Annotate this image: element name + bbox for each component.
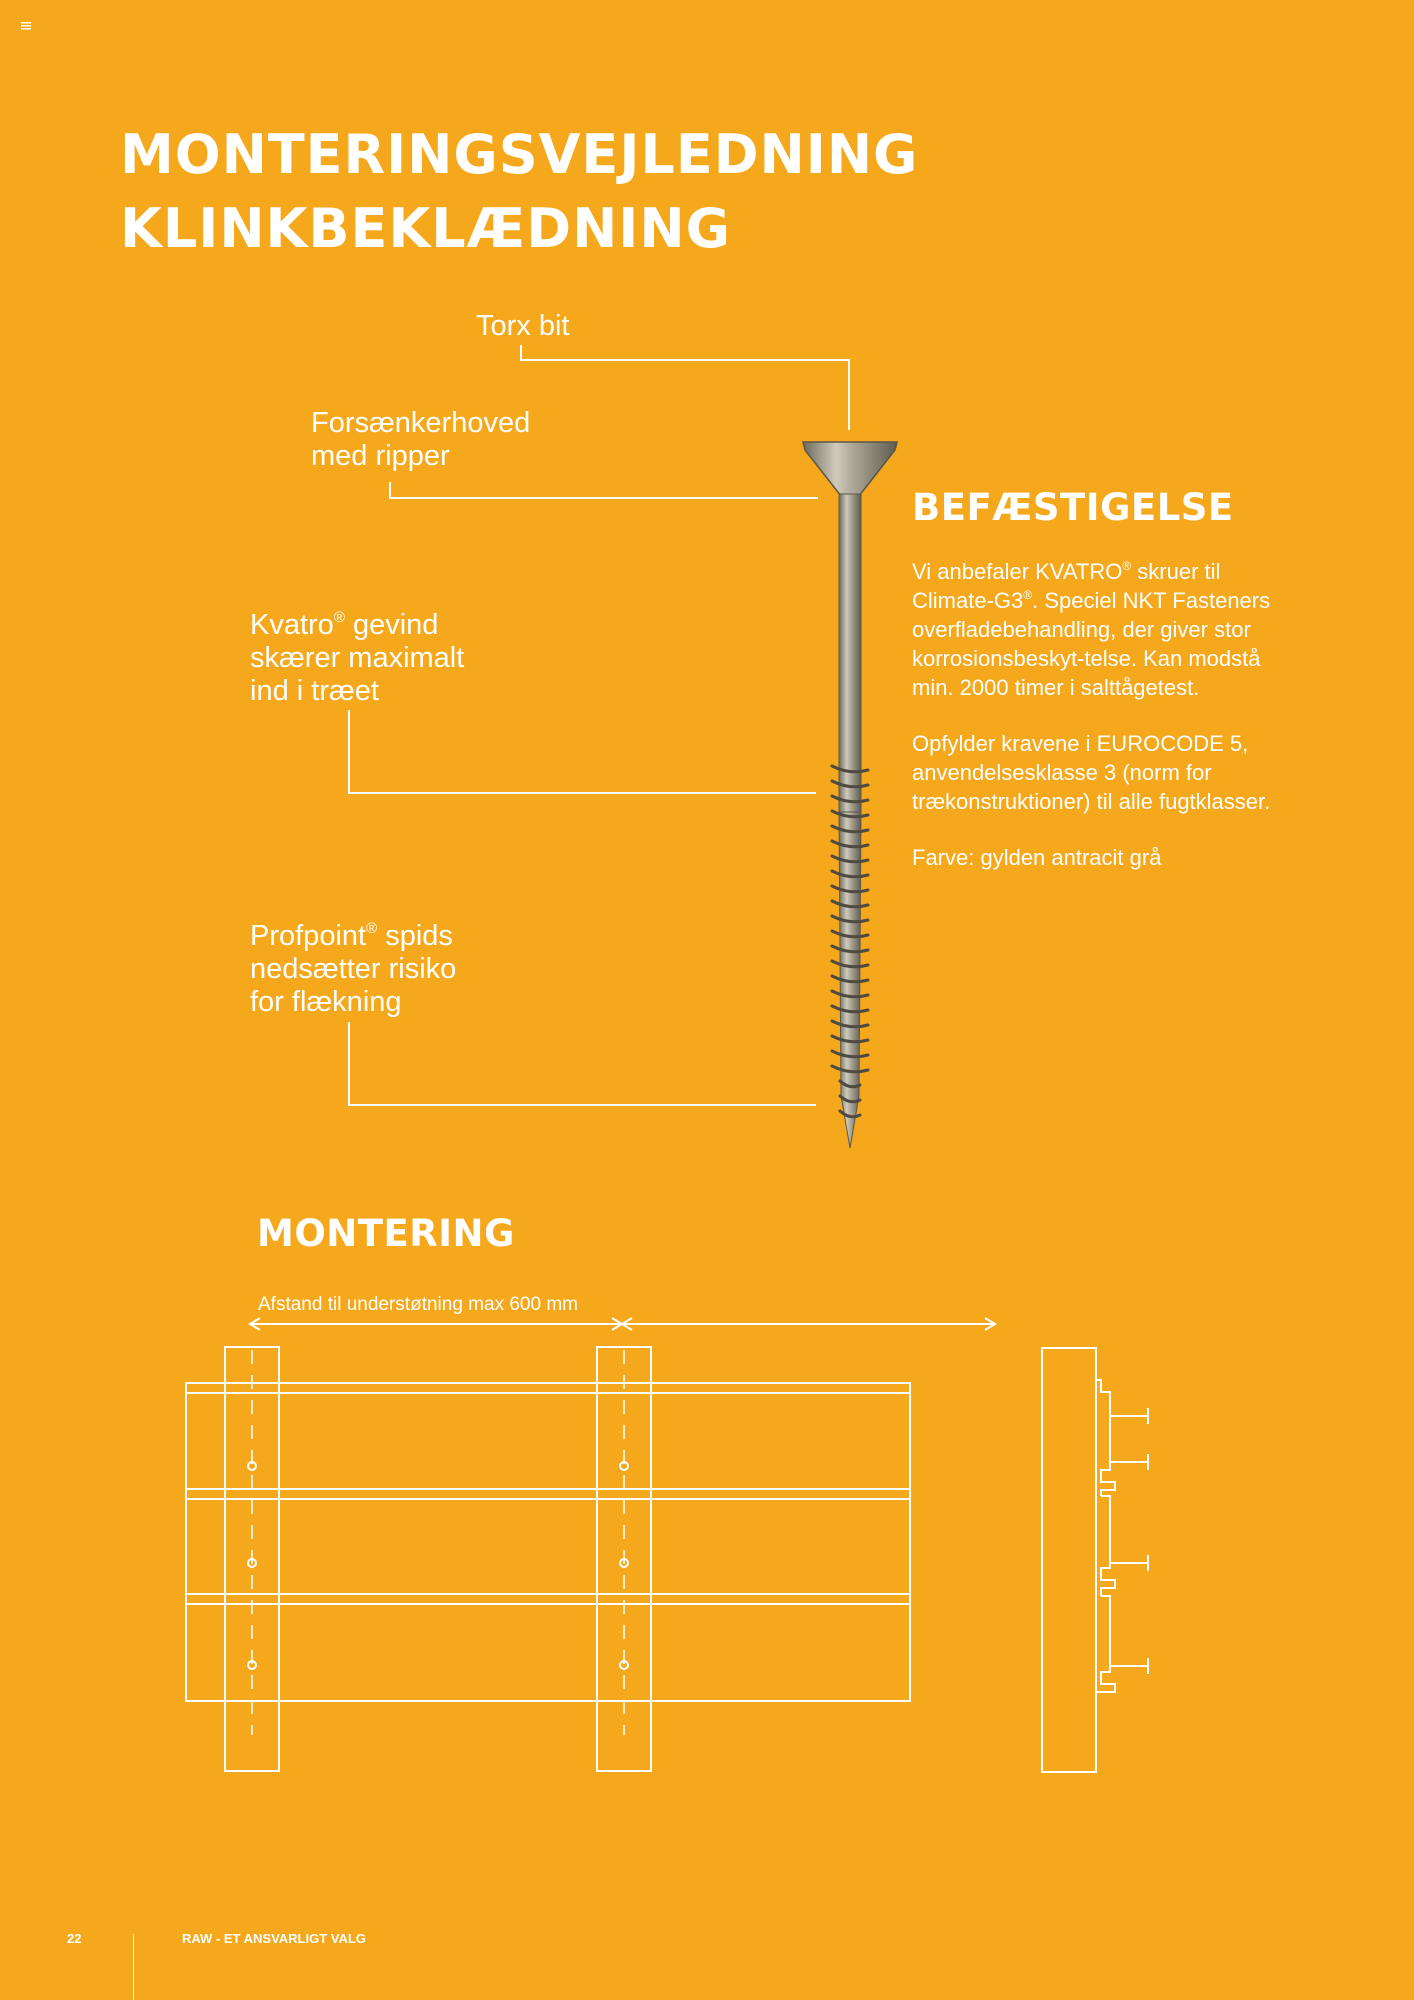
profpoint-line-2: nedsætter risiko (250, 953, 457, 985)
label-profpoint-tip (250, 920, 456, 1019)
kvatro-line-1-rest: gevind (344, 609, 439, 641)
befaestigelse-paragraph-2: Opfylder kravene i EUROCODE 5, anvendelsesklasse 3 (norm for trækonstruktioner) til alle fugtklasser. (912, 731, 1271, 814)
p1-registered-2: ® (1023, 588, 1033, 602)
kvatro-line-2: skærer maximalt (250, 642, 465, 674)
kvatro-line-3: ind i træet (250, 675, 379, 707)
p1-part-a: Vi anbefaler KVATRO (912, 559, 1123, 584)
p1-part-b: skruer til Climate-G3 (912, 559, 1221, 613)
kvatro-registered: ® (333, 609, 345, 626)
label-torx-bit: Torx bit (476, 310, 570, 342)
befaestigelse-heading: BEFÆSTIGELSE (912, 486, 1234, 529)
befaestigelse-body (912, 557, 1302, 872)
profpoint-line-3: for flækning (250, 986, 402, 1018)
profpoint-registered: ® (366, 920, 378, 937)
p1-registered-1: ® (1122, 559, 1132, 573)
befaestigelse-paragraph-3: Farve: gylden antracit grå (912, 845, 1162, 870)
label-countersunk-head (311, 407, 530, 473)
kvatro-brand: Kvatro (250, 609, 334, 641)
mounting-diagram (0, 1300, 1414, 1800)
footer-divider (133, 1934, 134, 2000)
title-line-2: KLINKBEKLÆDNING (120, 197, 731, 260)
profpoint-line-1-rest: spids (377, 920, 453, 952)
label-head-line-1: Forsænkerhoved (311, 407, 531, 439)
title-line-1: MONTERINGSVEJLEDNING (120, 123, 919, 186)
montering-heading: MONTERING (257, 1212, 515, 1255)
footer-running-title: RAW - ET ANSVARLIGT VALG (182, 1931, 366, 1946)
p1-part-c: . Speciel NKT Fasteners overfladebehandling, der giver stor korrosionsbeskyt-telse. Kan modstå min. 2000 timer i salttågetest. (912, 588, 1271, 700)
befaestigelse-paragraph-1 (912, 557, 1302, 702)
profpoint-brand: Profpoint (250, 920, 367, 952)
screw-illustration (795, 436, 905, 1156)
label-head-line-2: med ripper (311, 440, 450, 472)
label-kvatro-thread (250, 609, 464, 708)
page-number: 22 (67, 1931, 82, 1946)
dimension-label: Afstand til understøtning max 600 mm (258, 1294, 578, 1315)
